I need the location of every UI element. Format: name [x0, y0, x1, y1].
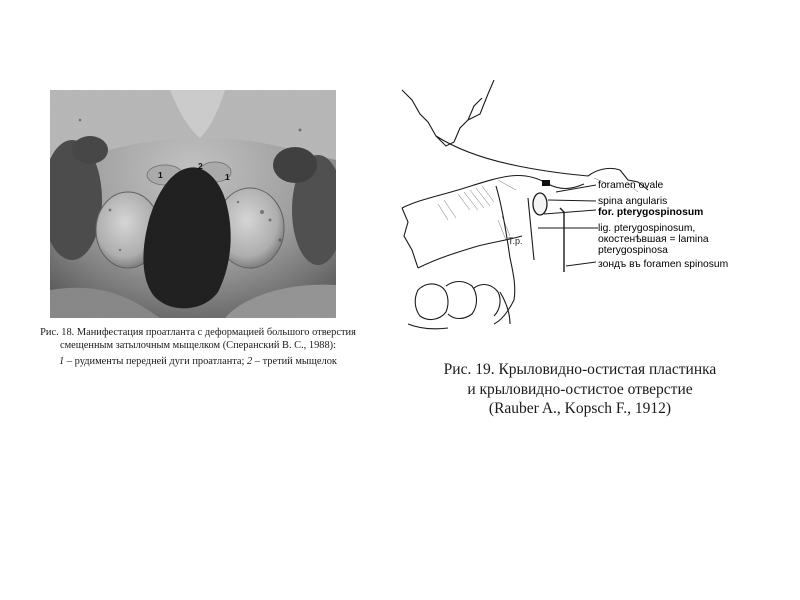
label-probe: зондъ въ foramen spinosum [598, 259, 729, 270]
figure-19-caption-line-2: и крыловидно-остистое отверстие [467, 380, 693, 398]
marker-1-left: 1 [158, 170, 163, 180]
figure-19-image [398, 80, 740, 342]
legend-number-2: 2 [247, 356, 253, 367]
figure-18-caption-line-2: смещенным затылочным мыщелком (Сперанский В. С., 1988): [59, 340, 337, 351]
figure-19-caption-line-1: Рис. 19. Крыловидно-остистая пластинка [443, 361, 717, 378]
label-lig-line-1: lig. pterygospinosum, [598, 223, 696, 234]
figure-18-photo [50, 90, 336, 318]
figure-18-caption [22, 326, 374, 368]
marker-2: 2 [198, 161, 203, 171]
marker-1-right: 1 [225, 172, 230, 182]
label-for-pterygospinosum: for. pterygospinosum [598, 207, 704, 218]
label-foramen-ovale: foramen ovale [598, 180, 664, 191]
figure-18-image [50, 90, 336, 318]
legend-number-1: 1 [59, 356, 65, 367]
label-spina-angularis: spina angularis [598, 196, 668, 207]
figure-19-drawing [398, 80, 740, 342]
legend-text-1: – рудименты передней дуги проатланта; [64, 356, 248, 367]
label-lig-line-2: окостенѣвшая = lamina [598, 234, 709, 245]
label-tp: T.p. [508, 236, 523, 246]
figure-19-caption [412, 360, 748, 419]
legend-text-2: – третий мыщелок [252, 356, 337, 367]
figure-19-caption-line-3: (Rauber A., Kopsch F., 1912) [488, 400, 672, 417]
figure-18-caption-line-1: Рис. 18. Манифестация проатланта с деформацией большого отверстия [40, 327, 356, 338]
figure-18-legend [22, 355, 374, 368]
label-lig-line-3: pterygospinosa [598, 245, 668, 256]
